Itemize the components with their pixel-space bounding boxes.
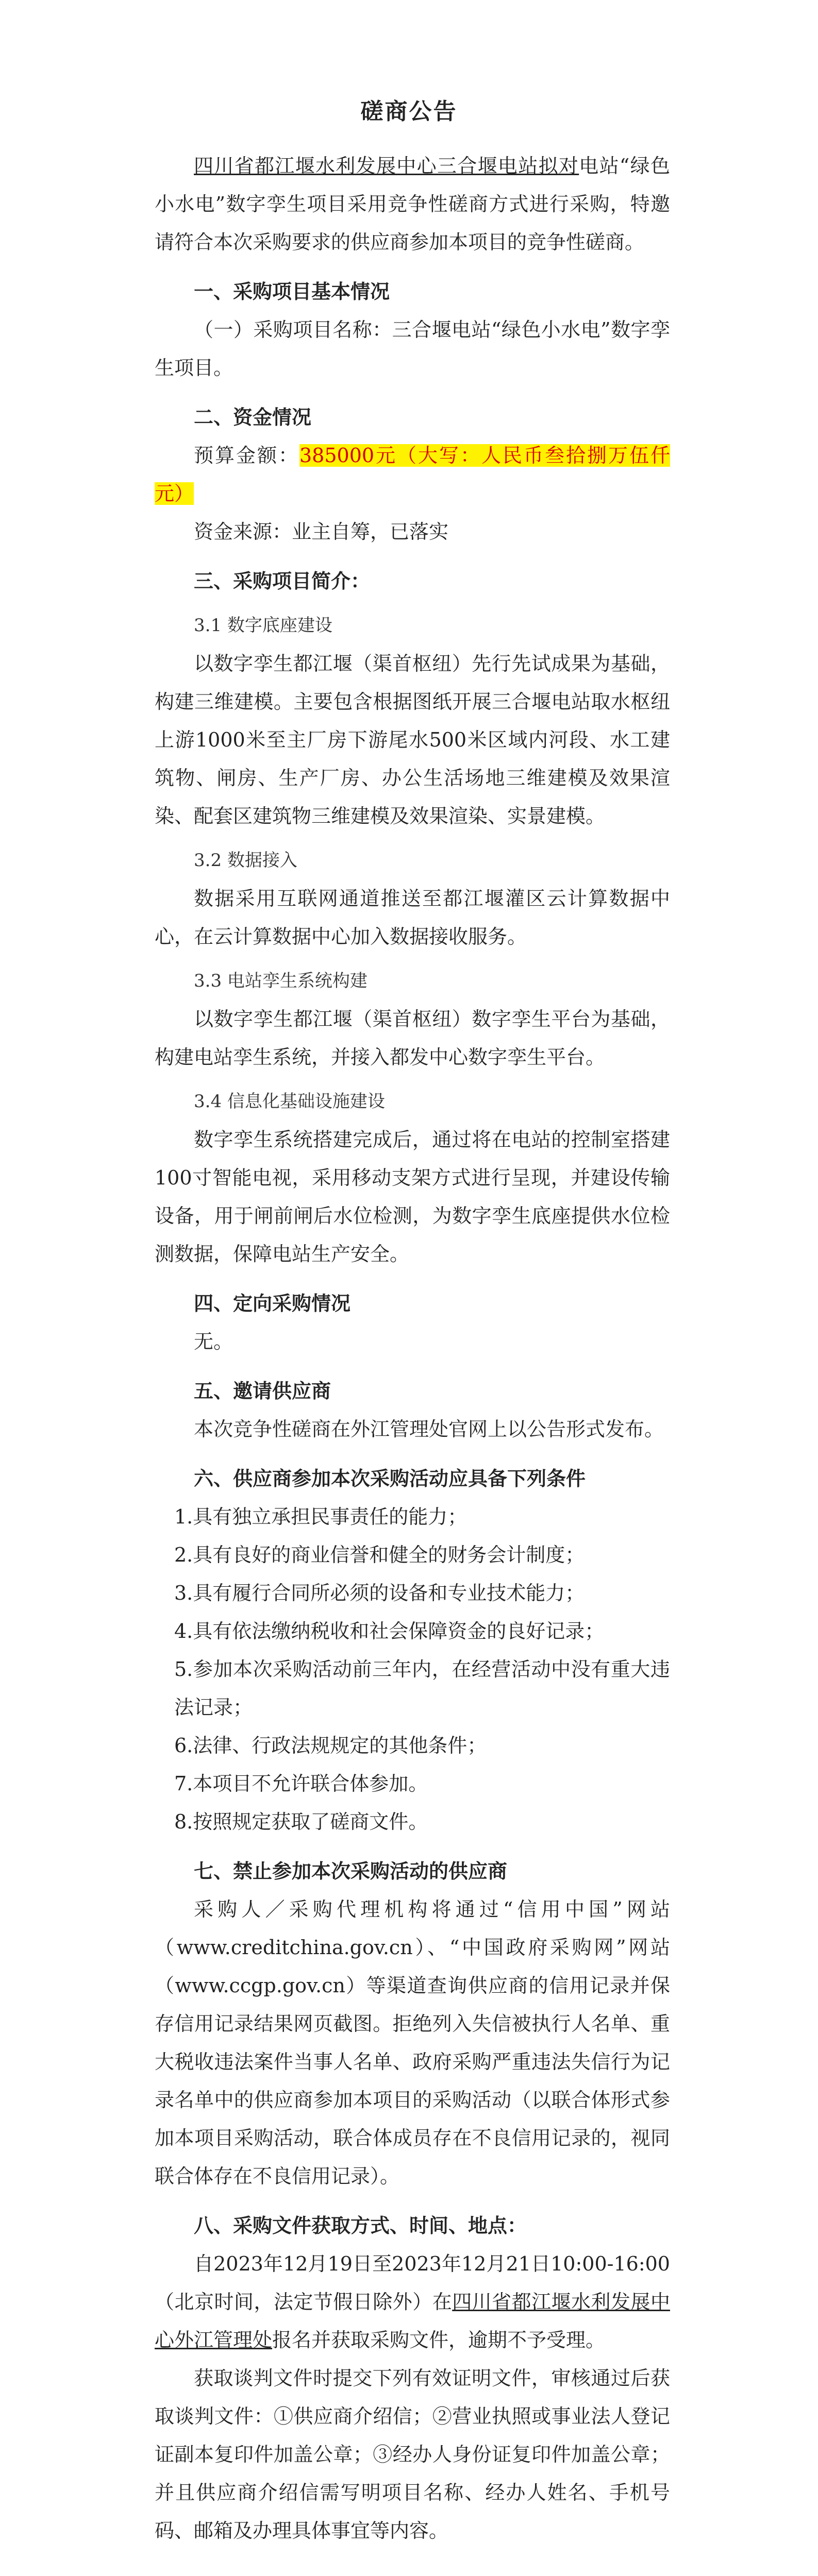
condition-item: 2.具有良好的商业信誉和健全的财务会计制度； bbox=[174, 1544, 585, 1566]
section-1-item: （一）采购项目名称：三合堰电站“绿色小水电”数字孪生项目。 bbox=[155, 318, 670, 379]
funding-source: 资金来源：业主自筹，已落实 bbox=[194, 520, 449, 543]
subsection-3-3-text: 以数字孪生都江堰（渠首枢纽）数字孪生平台为基础，构建电站孪生系统，并接入都发中心数字孪生平台。 bbox=[155, 1008, 670, 1069]
announcement-body bbox=[155, 147, 670, 2576]
section-6-heading: 六、供应商参加本次采购活动应具备下列条件 bbox=[194, 1467, 586, 1490]
condition-item: 5.参加本次采购活动前三年内，在经营活动中没有重大违法记录； bbox=[174, 1658, 670, 1719]
intro-org: 四川省都江堰水利发展中心三合堰电站拟对 bbox=[194, 155, 579, 177]
document-acquisition-time bbox=[155, 2245, 670, 2359]
budget-value: 385000元（大写：人民币叁拾捌万伍仟元） bbox=[155, 444, 670, 505]
acquisition-place: 四川省都江堰水利发展中心外江管理处 bbox=[155, 2291, 670, 2351]
subsection-3-4-text: 数字孪生系统搭建完成后，通过将在电站的控制室搭建100寸智能电视，采用移动支架方式进行呈现，并建设传输设备，用于闸前闸后水位检测，为数字孪生底座提供水位检测数据，保障电站生产安全。 bbox=[155, 1128, 670, 1265]
acquisition-time-rest: 报名并获取采购文件，逾期不予受理。 bbox=[272, 2329, 606, 2351]
condition-item: 3.具有履行合同所必须的设备和专业技术能力； bbox=[174, 1582, 585, 1604]
subsection-3-3-title: 3.3 电站孪生系统构建 bbox=[194, 971, 368, 991]
section-8-heading: 八、采购文件获取方式、时间、地点： bbox=[194, 2214, 527, 2237]
subsection-3-1-text: 以数字孪生都江堰（渠首枢纽）先行先试成果为基础，构建三维建模。主要包含根据图纸开展三合堰电站取水枢纽上游1000米至主厂房下游尾水500米区域内河段、水工建筑物、闸房、生产厂房、办公生活场地三维建模及效果渲染、配套区建筑物三维建模及效果渲染、实景建模。 bbox=[155, 652, 670, 827]
condition-item: 6.法律、行政法规规定的其他条件； bbox=[174, 1734, 487, 1757]
section-2-heading: 二、资金情况 bbox=[194, 405, 312, 429]
blank-gap bbox=[155, 2550, 670, 2576]
condition-item: 8.按照规定获取了磋商文件。 bbox=[174, 1810, 428, 1833]
section-5-heading: 五、邀请供应商 bbox=[194, 1379, 331, 1402]
subsection-3-4-title: 3.4 信息化基础设施建设 bbox=[194, 1091, 385, 1112]
section-4-text: 无。 bbox=[194, 1330, 233, 1353]
budget-label: 预算金额： bbox=[194, 444, 299, 467]
intro-rest: 电站“绿色小水电”数字孪生项目采用竞争性磋商方式进行采购，特邀请符合本次采购要求的供应商参加本项目的竞争性磋商。 bbox=[155, 155, 670, 253]
condition-item: 4.具有依法缴纳税收和社会保障资金的良好记录； bbox=[174, 1620, 605, 1642]
page-title: 磋商公告 bbox=[360, 98, 458, 125]
section-3-heading: 三、采购项目简介： bbox=[194, 569, 371, 592]
acquisition-time-text: 自2023年12月19日至2023年12月21日10:00-16:00（北京时间，法定节假日除外）在 bbox=[155, 2252, 670, 2313]
budget-line bbox=[155, 436, 670, 513]
section-7-text: 采购人／采购代理机构将通过“信用中国”网站（www.creditchina.gov.cn）、“中国政府采购网”网站（www.ccgp.gov.cn）等渠道查询供应商的信用记录并保存信用记录结果网页截图。拒绝列入失信被执行人名单、重大税收违法案件当事人名单、政府采购严重违法失信行为记录名单中的供应商参加本项目的采购活动（以联合体形式参加本项目采购活动，联合体成员存在不良信用记录的，视同联合体存在不良信用记录）。 bbox=[155, 1898, 670, 2188]
subsection-3-2-text: 数据采用互联网通道推送至都江堰灌区云计算数据中心，在云计算数据中心加入数据接收服务。 bbox=[155, 887, 670, 948]
acquisition-requirements: 获取谈判文件时提交下列有效证明文件，审核通过后获取谈判文件：①供应商介绍信；②营业执照或事业法人登记证副本复印件加盖公章；③经办人身份证复印件加盖公章；并且供应商介绍信需写明项目名称、经办人姓名、手机号码、邮箱及办理具体事宜等内容。 bbox=[155, 2367, 670, 2542]
condition-item: 1.具有独立承担民事责任的能力； bbox=[174, 1505, 468, 1528]
subsection-3-1-title: 3.1 数字底座建设 bbox=[194, 615, 332, 636]
section-4-heading: 四、定向采购情况 bbox=[194, 1292, 351, 1315]
section-7-heading: 七、禁止参加本次采购活动的供应商 bbox=[194, 1859, 508, 1883]
section-1-heading: 一、采购项目基本情况 bbox=[194, 280, 390, 303]
section-5-text: 本次竞争性磋商在外江管理处官网上以公告形式发布。 bbox=[194, 1418, 664, 1440]
intro-paragraph bbox=[155, 147, 670, 261]
condition-item: 7.本项目不允许联合体参加。 bbox=[174, 1772, 428, 1795]
subsection-3-2-title: 3.2 数据接入 bbox=[194, 850, 297, 871]
